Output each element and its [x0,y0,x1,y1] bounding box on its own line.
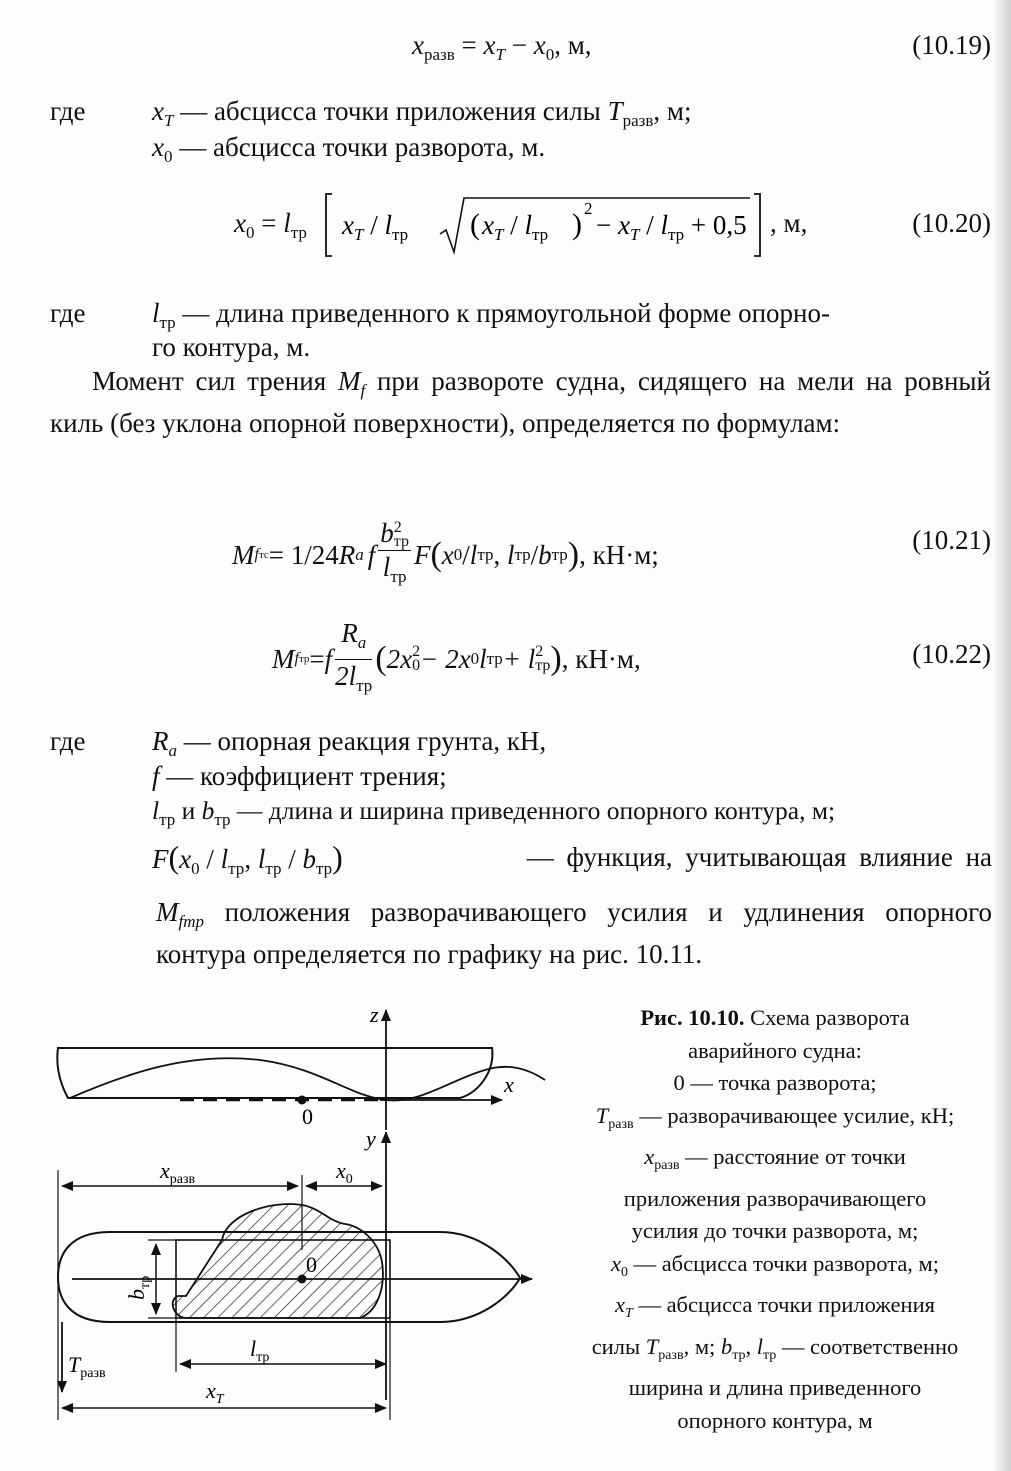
def-subscript: fтр [178,912,204,931]
contact-area [173,1204,383,1318]
eq-operator: = [254,208,284,238]
xrazv-label: $x_{разв}$ [160,1158,196,1187]
eq-symbol: f [367,540,376,570]
def-symbol: l [220,844,229,874]
eq-sup: 2 [412,643,421,660]
caption-symbol: T [645,1333,659,1359]
eq-paren: ) [567,536,580,573]
equation-10-21 [232,500,659,610]
caption-text: — абсцисса точки приложения [632,1292,935,1317]
def-text: положения разворачивающего усилия и удлинения опорного контура определяется по графику на рис. 10.11. [156,897,992,969]
eq-subscript: тр [290,223,307,242]
def-subscript: тр [315,859,333,878]
eq-symbol: f [324,644,333,674]
pivot-label-plan: 0 [306,1252,317,1277]
frac-sub: a [357,632,367,652]
para-text: при развороте судна, сидящего на мели на ровный киль (без уклона опорной поверхности), определяется по формулам: [50,366,991,438]
eq-symbol: l [283,208,291,238]
def-symbol: b [201,796,215,825]
caption-line [548,1100,1002,1142]
definition-F [152,840,992,886]
def-subscript: тр [228,859,245,878]
frac-scripts [394,521,409,549]
pivot-label-side: 0 [302,1104,313,1129]
caption-line [548,1141,1002,1183]
eq-unit: , кН·м; [579,540,659,570]
frac-symbol: R [341,617,358,648]
caption-subscript: разв [608,1116,634,1132]
eq-subscript: тр [551,545,568,564]
eq-operator: = [309,644,325,674]
caption-subscript: 0 [620,1264,628,1280]
eq-scripts [412,645,420,673]
caption-subscript: разв [654,1158,680,1173]
caption-text: силы [591,1333,646,1359]
figure-caption [548,1002,1002,1437]
eq-subscript: тр [514,545,531,564]
def-text: — абсцисса точки разворота, м. [172,132,546,162]
z-axis-label: z [370,1002,379,1027]
caption-line [548,1248,1002,1290]
definition-ltp-cont: го контура, м. [152,332,311,362]
btp-label: $b_{тр}$ [124,1275,153,1300]
def-operator: / [281,844,303,874]
definition-ltp-btp [152,794,835,837]
eq-symbol: + l [502,644,536,674]
eq-symbol: l [479,644,487,674]
eq-symbol: x [412,30,424,60]
eq-sub: тр [535,657,551,674]
def-subscript: разв [622,111,654,130]
eq-operator: − [504,30,534,60]
caption-subscript: разв [658,1347,684,1363]
left-bracket [326,194,332,256]
frac-sub: тр [393,533,409,551]
equation-number: (10.20) [912,208,991,238]
hull-side-view [57,1048,492,1098]
def-symbol: l [152,796,160,825]
definition-x0 [152,130,545,174]
frac-symbol: b [380,517,394,548]
caption-text: , м; [683,1333,721,1359]
caption-text: , [745,1333,757,1359]
caption-symbol: x [615,1292,626,1317]
eq-symbol: l [506,540,515,570]
def-symbol: x [179,844,192,874]
caption-symbol: l [756,1333,763,1359]
def-subscript: a [168,741,177,760]
eq-symbol: M [232,540,255,570]
eq-operator: = [454,30,484,60]
eq-symbol: F [413,540,431,570]
caption-line: приложения разворачивающего [623,1185,927,1211]
equation-number: (10.21) [912,525,991,555]
eq-symbol: − 2x [420,644,471,674]
eq-paren: ( [430,536,442,573]
eq-unit: , м, [554,30,592,60]
eq-fraction [335,618,372,701]
equation-10-20-bracket-body [322,190,772,262]
seabed-profile [70,1058,545,1100]
def-symbol: F [152,844,169,874]
caption-subscript: T [625,1306,633,1321]
caption-text: — расстояние от точки [679,1144,906,1169]
def-symbol: x [152,132,164,162]
def-symbol: M [156,897,179,927]
def-paren: ( [168,839,180,875]
eq-subscript: 0 [545,45,555,64]
eq-paren-open: ( [470,208,480,241]
eq-symbol: b [538,540,552,570]
y-axis-label: y [366,1126,376,1151]
ltp-label: $l_{тр}$ [250,1336,270,1365]
eq-sub: 0 [412,657,421,674]
eq-sup: 2 [535,643,544,660]
eq-scripts [535,645,550,673]
caption-text: Схема разворота [744,1005,910,1030]
def-subscript: 0 [163,147,173,166]
def-symbol: b [302,844,316,874]
caption-line [548,1289,1002,1331]
equation-10-22 [272,615,641,703]
equation-number: (10.19) [912,30,991,60]
def-symbol: l [257,844,266,874]
eq-subscript: тр [298,653,310,665]
para-text: Момент сил трения [92,366,338,396]
eq-operator: = 1/24 [268,540,339,570]
frac-sub: тр [356,675,373,695]
def-symbol: l [152,298,160,328]
eq-subscript: 0 [453,545,463,564]
eq-comma: , [493,540,507,570]
frac-symbol: l [382,552,391,583]
eq-symbol: l [469,540,478,570]
eq-symbol: M [272,644,295,674]
eq-symbol: R [338,540,356,570]
eq-symbol: x [533,30,546,60]
caption-line: аварийного судна: [688,1037,862,1063]
where-word: где [50,96,86,126]
eq-unit: , кН·м, [561,644,641,674]
eq-fraction [378,518,411,593]
eq-paren: ) [550,640,562,677]
def-operator: / [199,844,221,874]
frac-numerator [378,518,411,552]
eq-subscript: тр [477,545,494,564]
x0-label: $x_0$ [336,1158,353,1187]
caption-line [548,1002,1002,1035]
eq-symbol: 2x [386,644,413,674]
eq-subscript: тр [486,649,503,668]
eq-operator: / [462,540,470,570]
def-text: — опорная реакция грунта, кН, [177,726,547,756]
frac-numerator [335,618,372,660]
eq-subscript: T [495,45,505,64]
eq-text: − $x_T / l_{тр} + 0,5$ [596,210,747,244]
caption-line: ширина и длина приведенного [628,1375,922,1400]
def-text: — длина приведенного к прямоугольной форме опорно- [175,298,830,328]
where-word: где [50,726,86,756]
caption-symbol: x [644,1144,655,1169]
def-symbol: x [152,96,164,126]
eq-exponent: 2 [584,199,593,218]
caption-subscript: тр [732,1347,746,1363]
def-comma: , [244,844,258,874]
eq-subscript: тс [258,549,269,561]
eq-subscript: a [355,545,364,564]
def-subscript: тр [159,313,176,332]
eq-text: $x_T / l_{тр}$ [482,210,549,244]
caption-title: Рис. 10.10. [640,1005,745,1030]
def-subscript: тр [159,810,176,829]
eq-paren: ( [375,640,387,677]
def-text: — функция, учитывающая влияние на [514,842,992,872]
frac-sub: тр [390,567,407,587]
eq-subscript: 0 [245,223,255,242]
definition-Mftp [156,896,992,971]
def-subscript: T [163,111,174,130]
def-function [152,840,343,886]
caption-text: — разворачивающее усилие, кН; [633,1102,955,1128]
eq-unit: , м, [770,208,808,238]
caption-text: — соответственно [776,1333,959,1359]
caption-line: усилия до точки разворота, м; [631,1218,919,1243]
equation-10-20 [234,206,307,250]
T-label: $T_{разв}$ [68,1352,106,1381]
caption-symbol: x [610,1250,621,1276]
equation-number: (10.22) [912,639,991,669]
frac-symbol: 2l [335,660,357,691]
figure-10-10-diagram [40,1000,580,1430]
eq-operator: / [530,540,539,570]
eq-subscript: f [254,546,259,563]
frac-sup: 2 [393,519,402,537]
def-text: , м; [653,96,692,126]
def-subscript: тр [214,810,231,829]
eq-subscript: 0 [470,649,480,668]
caption-line [548,1331,1002,1373]
right-bracket [754,194,760,256]
frac-denominator [378,551,411,592]
eq-text: $x_T / l_{тр}$ [342,210,409,244]
where-word: где [50,298,86,328]
def-paren: ) [332,839,343,875]
def-symbol: T [607,96,623,126]
caption-line: 0 — точка разворота; [673,1070,877,1095]
body-paragraph [50,365,991,440]
eq-subscript: f [294,650,299,667]
def-symbol: R [152,726,169,756]
def-subscript: тр [265,859,282,878]
caption-subscript: тр [763,1347,777,1363]
def-subscript: 0 [191,859,200,878]
eq-paren-close: ) [572,208,582,241]
eq-symbol: x [483,30,496,60]
def-text: — коэффициент трения; [159,761,447,791]
definition-f [152,759,447,793]
caption-text: — абсцисса точки разворота, м; [627,1250,940,1276]
caption-line: опорного контура, м [677,1407,873,1433]
para-symbol: M [337,366,361,396]
para-subscript: f [360,381,366,400]
caption-symbol: T [595,1102,609,1128]
frac-denominator [335,660,372,701]
def-text: — длина и ширина приведенного опорного контура, м; [230,796,836,825]
def-text: — абсцисса точки приложения силы [173,96,608,126]
xT-label: $x_T$ [206,1378,224,1407]
equation-10-19 [412,28,592,72]
x-axis-label: x [504,1072,514,1097]
caption-symbol: b [720,1333,733,1359]
def-symbol: f [152,761,160,791]
def-text: и [175,796,202,825]
eq-symbol: x [441,540,454,570]
eq-subscript: разв [423,45,455,64]
eq-symbol: x [234,208,246,238]
